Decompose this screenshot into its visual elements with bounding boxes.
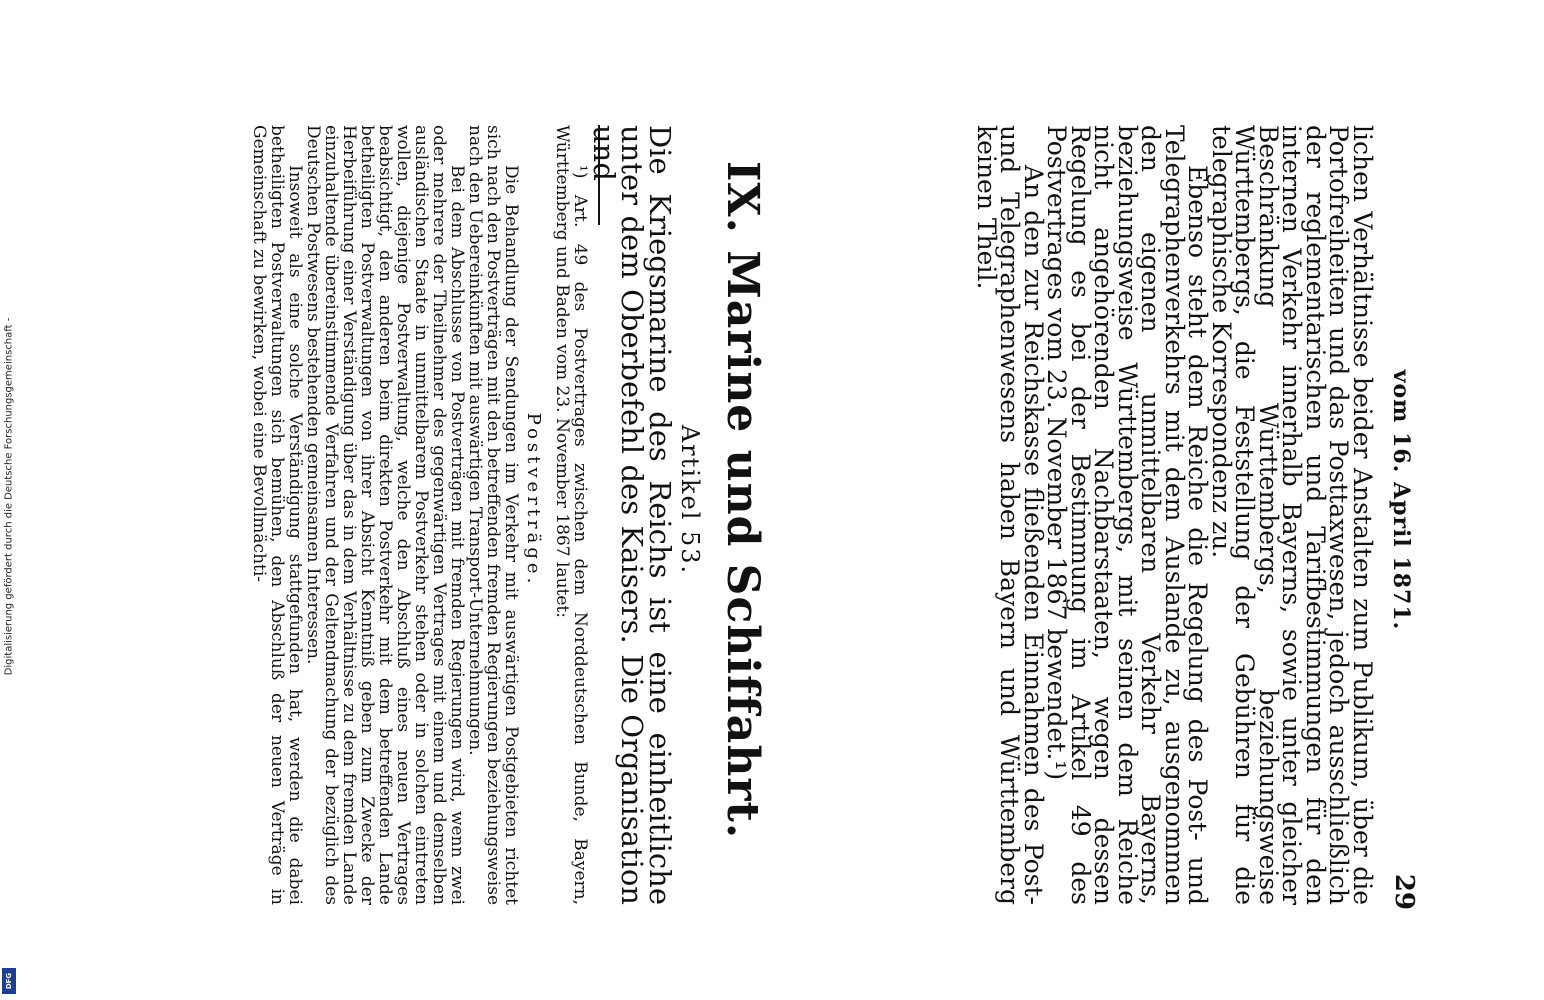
- body-text-top: [972, 125, 1377, 905]
- footnote-divider: [598, 125, 600, 225]
- dfg-logo: [2, 968, 16, 994]
- footnote-heading: Postverträge.: [523, 412, 544, 588]
- footnote-paragraph-2: Bei dem Abschlusse von Postverträgen mit fremden Regierungen wird, wenn zwei oder mehrere der Theilnehmer des gegenwärtigen Vertrages mit einem und demselben ausländischen Staate in unmittelbarem Postverkehr stehen oder in solchen eintreten wollen, diejenige Postverwaltung, welche den Abschluß eines neuen Vertrages beabsichtigt, den anderen beim direkten Postverkehr mit dem betreffenden Lande betheiligten Postverwaltungen von ihrer Absicht Kenntniß geben zum Zwecke der Herbeiführung einer Verständigung über das in dem Verhältnisse zu dem fremden Lande einzuhaltende übereinstimmende Verfahren und der Geltendmachung der bezüglich des Deutschen Postwesens bestehenden gemeinsamen Interessen.: [303, 125, 467, 905]
- section-heading: IX. Marine und Schiffahrt.: [717, 160, 768, 840]
- article-heading: Artikel 53.: [676, 424, 704, 576]
- paragraph-3: An den zur Reichskasse fließenden Einnahmen des Post- und Telegraphenwesens haben Bayern und Württemberg keinen Theil.: [972, 125, 1048, 905]
- running-head: vom 16. April 1871.: [1388, 369, 1414, 631]
- sidebar: [0, 0, 18, 1000]
- footnote-paragraph-3: Insoweit als eine solche Verständigung stattgefunden hat, werden die dabei betheiligten Postverwaltungen sich bemühen, den Abschluß der neuen Verträge in Gemeinschaft zu bewirken, wobei eine Bevollmächti-: [249, 125, 305, 905]
- footnote-body: [250, 125, 520, 905]
- dfg-logo-text: DFG: [5, 972, 13, 990]
- paragraph-1: lichen Verhältnisse beider Anstalten zum Publikum, über die Portofreiheiten und das Posttaxwesen, jedoch ausschließlich der reglementarischen und Tarifbestimmungen für den internen Verkehr innerhalb Bayerns, sowie unter gleicher Beschränkung Württembergs, beziehungsweise Württembergs, die Feststellung der Gebühren für die telegraphische Korrespondenz zu.: [1207, 125, 1377, 905]
- article-text: Die Kriegsmarine des Reichs ist eine einheitliche unter dem Oberbefehl des Kaisers. Die Organisation und: [587, 125, 677, 905]
- paragraph-2: Ebenso steht dem Reiche die Regelung des Post- und Telegraphenverkehrs mit dem Auslande zu, ausgenommen den eigenen unmittelbaren Verkehr Bayerns, beziehungsweise Württembergs, mit seinen dem Reiche nicht angehörenden Nachbarstaaten, wegen dessen Regelung es bei der Bestimmung im Artikel 49 des Postvertrages vom 23. November 1867 bewendet.¹): [1042, 125, 1213, 905]
- page-number: 29: [1389, 873, 1419, 910]
- footnote: ¹) Art. 49 des Postvertrages zwischen dem Norddeutschen Bunde, Bayern, Württemberg und Baden vom 23. November 1867 lautet:: [552, 125, 590, 905]
- footnote-paragraph-1: Die Behandlung der Sendungen im Verkehr mit auswärtigen Postgebieten richtet sich nach den Postverträgen mit den betreffenden fremden Regierungen beziehungsweise nach den Uebereinkünften mit auswärtigen Transport-Unternehmungen.: [465, 125, 521, 905]
- sidebar-credit: Digitalisierung gefördert durch die Deutsche Forschungsgemeinschaft -: [3, 317, 15, 676]
